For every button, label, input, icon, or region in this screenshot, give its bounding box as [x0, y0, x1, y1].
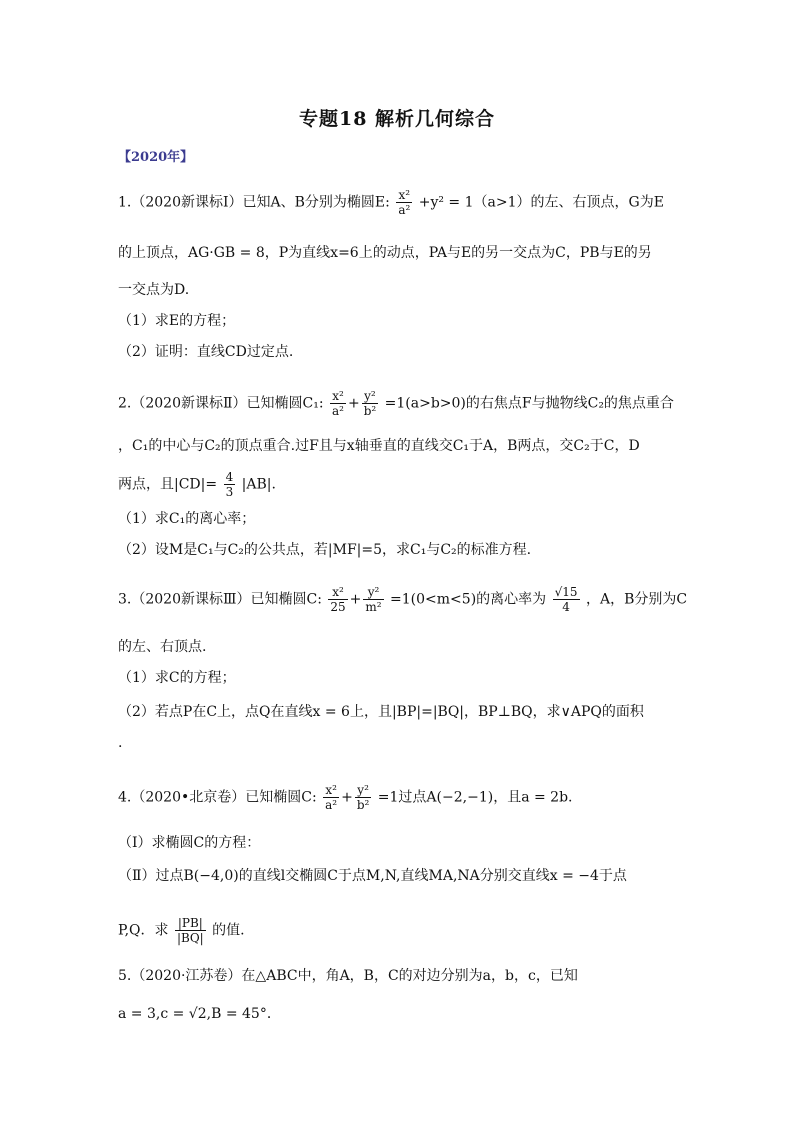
- problem-2-line-3: [118, 470, 276, 499]
- frac-num: y²: [355, 783, 372, 798]
- frac-den: b²: [363, 404, 377, 418]
- fraction-x2-over-a2: [396, 188, 412, 217]
- frac-den: 3: [225, 485, 234, 499]
- frac-den: a²: [332, 404, 344, 418]
- problem-5-line-2: a = 3,c = √2,B = 45°．: [118, 1006, 281, 1022]
- problem-1-line-3: 一交点为D.: [118, 282, 190, 298]
- fraction-y2-over-b2: [362, 389, 379, 418]
- frac-den: b²: [356, 798, 370, 812]
- fraction-pb-over-bq: [175, 916, 206, 945]
- problem-3-line-2: 的左、右顶点.: [118, 639, 207, 655]
- problem-3-question-2: （2）若点P在C上，点Q在直线x = 6上，且|BP|=|BQ|，BP⊥BQ，求∨APQ的面积: [118, 704, 644, 720]
- problem-3-text-a: 3.（2020新课标Ⅲ）已知椭圆C:: [118, 591, 322, 608]
- fraction-sqrt15-over-4: [553, 585, 580, 614]
- problem-2-line-2: ，C₁的中心与C₂的顶点重合.过F且与x轴垂直的直线交C₁于A，B两点，交C₂于C，D: [118, 438, 640, 454]
- problem-3-question-1: （1）求C的方程；: [118, 670, 236, 686]
- problem-2-question-1: （1）求C₁的离心率；: [118, 511, 256, 527]
- problem-2-text-a: 两点，且|CD|=: [118, 476, 218, 493]
- frac-num: y²: [363, 585, 383, 600]
- problem-2-question-2: （2）设M是C₁与C₂的公共点，若|MF|=5，求C₁与C₂的标准方程.: [118, 542, 532, 558]
- frac-den: a²: [325, 798, 338, 812]
- problem-4-text-a: P,Q．求: [118, 922, 169, 939]
- problem-3-question-2-end: .: [118, 735, 123, 751]
- frac-den: |BQ|: [176, 931, 204, 945]
- problem-2-text-a: 2.（2020新课标Ⅱ）已知椭圆C₁:: [118, 395, 324, 412]
- fraction-y2-over-b2: [355, 783, 372, 812]
- problem-4-line-1: 4.（2020•北京卷）已知椭圆C: $\frac{\text{x²}}{\text{a²}}$ + $\frac{\text{y²}}{\text{b²}}$ =1过点A(−2,−1)，且a = 2b.: [118, 783, 573, 812]
- frac-den: 25: [330, 600, 346, 614]
- frac-den: m²: [365, 600, 382, 614]
- problem-1-line-2: 的上顶点，AG·GB = 8，P为直线x=6上的动点，PA与E的另一交点为C，PB与E的另: [118, 245, 652, 261]
- fraction-x2-over-a2: [323, 783, 339, 812]
- problem-1-text-a: 1.（2020新课标Ⅰ）已知A、B分别为椭圆E:: [118, 194, 390, 211]
- problem-4-text-b: =1过点A(−2,−1)，且a = 2b.: [377, 789, 573, 806]
- problem-3-text-c: ，A，B分别为C: [586, 591, 688, 608]
- fraction-4-over-3: [224, 470, 236, 499]
- problem-1-question-1: （1）求E的方程；: [118, 313, 236, 329]
- frac-num: y²: [362, 389, 379, 404]
- page-title: 专题18 解析几何综合: [298, 108, 496, 130]
- problem-2-text-b: |AB|.: [241, 476, 276, 493]
- problem-3-line-1: 3.（2020新课标Ⅲ）已知椭圆C: $\frac{\text{x²}}{25}$ + $\frac{\text{y²}}{\text{m²}}$ =1(0<m<5)的离心率为 $\frac{√15}{4}$ ，A，B分别为C: [118, 585, 688, 614]
- fraction-x2-over-a2: [330, 389, 346, 418]
- frac-num: x²: [330, 389, 346, 404]
- problem-2-text-b: =1(a>b>0)的右焦点F与抛物线C₂的焦点重合: [384, 395, 674, 412]
- frac-num: x²: [328, 585, 347, 600]
- problem-1-question-2: （2）证明：直线CD过定点.: [118, 344, 294, 360]
- problem-4-text-b: 的值.: [212, 922, 245, 939]
- frac-num: x²: [396, 188, 412, 203]
- frac-den: 4: [562, 600, 570, 614]
- frac-num: 4: [225, 470, 234, 484]
- frac-num: |PB|: [175, 916, 206, 931]
- problem-4-question-2: （Ⅱ）过点B(−4,0)的直线l交椭圆C于点M,N,直线MA,NA分别交直线x = −4于点: [118, 868, 627, 884]
- problem-4-question-3: [118, 916, 245, 945]
- problem-2-line-1: 2.（2020新课标Ⅱ）已知椭圆C₁: $\frac{\text{x²}}{\text{a²}}$ + $\frac{\text{y²}}{\text{b²}}$ =1(a>b>0)的右焦点F与抛物线C₂的焦点重合: [118, 389, 674, 418]
- problem-4-text-a: 4.（2020•北京卷）已知椭圆C:: [118, 789, 317, 806]
- fraction-y2-over-m2: [363, 585, 383, 614]
- problem-1-line-1: [118, 188, 664, 217]
- frac-num: x²: [323, 783, 339, 798]
- frac-num: √15: [554, 585, 578, 599]
- fraction-x2-over-25: [328, 585, 347, 614]
- problem-1-text-b: +y² = 1（a>1）的左、右顶点，G为E: [418, 194, 664, 211]
- problem-3-text-b: =1(0<m<5)的离心率为: [390, 591, 547, 608]
- year-header: 【2020年】: [118, 150, 194, 165]
- problem-5-line-1: 5.（2020·江苏卷）在△ABC中，角A，B，C的对边分别为a，b，c，已知: [118, 968, 578, 984]
- problem-4-question-1: （Ⅰ）求椭圆C的方程：: [118, 835, 261, 851]
- frac-den: a²: [398, 203, 411, 217]
